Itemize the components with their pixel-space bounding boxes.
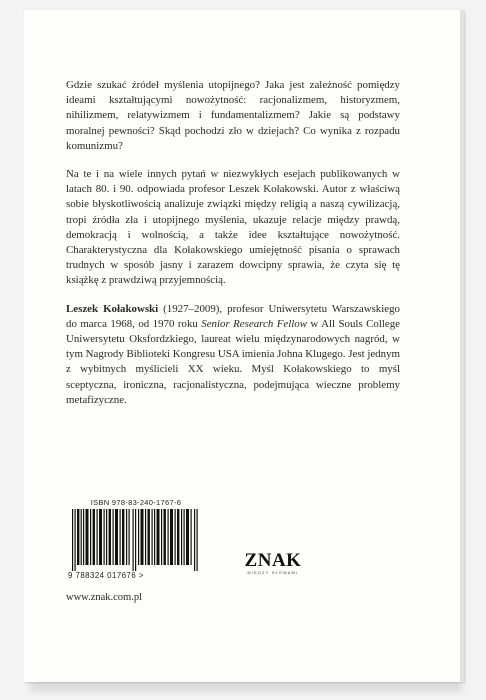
barcode-digits: 9 788324 017676 >: [68, 571, 144, 580]
isbn-label: ISBN 978-83-240-1767-6: [90, 498, 182, 507]
barcode-icon: [70, 509, 202, 571]
blurb-text: [66, 78, 400, 421]
publisher-website: www.znak.com.pl: [66, 592, 143, 603]
logo-subtitle: MIĘDZY SŁOWAMI: [247, 571, 299, 575]
author-bio-part1: (1927–2009), profesor Uniwersytetu Warszawskiego do marca 1968, od 1970 roku: [66, 302, 401, 330]
author-bio: [66, 302, 400, 408]
author-bio-part2: w All Souls College Uniwersytetu Oksfordzkiego, laureat wielu międzynarodowych nagród, w tym Nagrody Biblioteki Kongresu USA imienia Johna Klugego. Jest jednym z wybitnych myślicieli XX wieku. Myśl Kołakowskiego to myśl sceptyczna, ironiczna, racjonalistyczna, podejmująca wieczne problemy metafizyczne.: [66, 317, 400, 406]
author-name: Leszek Kołakowski: [66, 302, 159, 315]
blurb-description: Na te i na wiele innych pytań w niezwykłych esejach publikowanych w latach 80. i 90. odpowiada profesor Leszek Kołakowski. Autor z właściwą sobie błyskotliwością analizuje związki między religią a naszą cywilizacją, tropi źródła zła i utopijnego myślenia, ukazuje relacje między prawdą, demokracją i wolnością, a także idee kształtujące nowożytność. Charakterystyczna dla Kołakowskiego umiejętność pisania o sprawach trudnych w sposób jasny i zarazem dowcipny sprawia, że czyta się tę książkę z prawdziwą przyjemnością.: [66, 168, 400, 287]
publisher-logo: [243, 552, 303, 575]
author-title: Senior Research Fellow: [201, 317, 307, 330]
isbn-barcode-block: [66, 498, 206, 584]
blurb-questions: Gdzie szukać źródeł myślenia utopijnego? Jaka jest zależność pomiędzy ideami kształtującymi nowożytność: racjonalizmem, historyzmem, nihilizmem, relatywizmem i fundamentalizmem? Jakie są podstawy moralnej pewności? Skąd pochodzi zło w dziejach? Co wynika z rozpadu komunizmu?: [66, 79, 400, 152]
logo-wordmark: ZNAK: [244, 550, 302, 571]
